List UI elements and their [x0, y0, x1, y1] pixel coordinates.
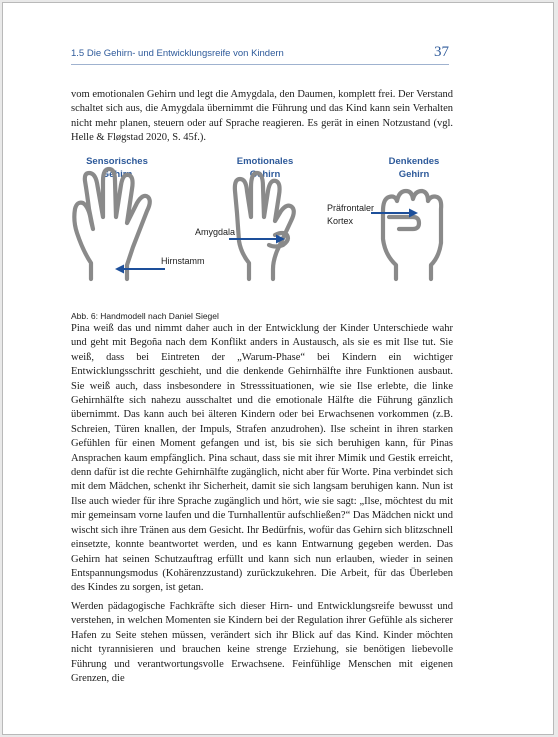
hand-model-figure: [69, 151, 459, 296]
label-amygdala: Amygdala: [195, 227, 236, 237]
title-thinking-line2: Gehirn: [398, 169, 430, 180]
title-thinking-line1: Denkendes: [388, 156, 440, 167]
page-number: 37: [434, 44, 449, 60]
fist-icon: [383, 191, 441, 279]
title-sensory-line1: Sensorisches: [86, 156, 148, 167]
section-title: 1.5 Die Gehirn- und Entwicklungsreife von Kindern: [71, 48, 284, 59]
paragraph-3: Werden pädagogische Fachkräfte sich dieser Hirn- und Entwicklungsreife bewusst und verstehen, in welchen Momenten sie Kindern bei der Regulation ihrer Gefühle als sicherer Hafen zu Seite stehen müssen, verändert sich ihr Blick auf das Kind. Kinder möchten nicht tyrannisieren und brauchen keine strenge Erziehung, sie benötigen liebevolle Führung und verantwortungsvolle Erwachsene. Feinfühlige Menschen mit eigenen Grenzen, die: [71, 601, 453, 685]
paragraph-2: Pina weiß das und nimmt daher auch in der Entwicklung der Kinder Unterschiede wahr und geht mit Begoña nach dem Konflikt anders in Austausch, als sie es mit Ilse tut. Sie weiß, dass bei Eintreten der „Warum-Phase“ bei Kindern ein wichtiger Entwicklungsschritt geschieht, und die denkende Gehirnhälfte ihre Funktionen ausbaut. Sie weiß auch, dass insbesondere in Stresssituationen, wie sie Ilse erlebte, die linke Gehirnhälfte sich nahezu ausschaltet und die emotionale Hälfte die Führung gänzlich übernimmt. Das kann auch bei älteren Kindern oder bei Erwachsenen vorkommen (z.B. Schreien, Türen knallen, der Impuls, Strafen anzudrohen). Ilse scheint in ihren starken Gefühlen für einen Moment gefangen und ist, bis sie sich beruhigen kann, für Pinas Ansprachen kaum empfänglich. Pina schaut, dass sie mit ihrer Mimik und Gestik erreicht, denn dafür ist die rechte Gehirnhälfte zugänglich, nicht aber für Worte. Pina verbindet sich mit dem Mädchen, schenkt ihr Sicherheit, damit sie sich langsam beruhigen kann. Nun ist Ilse auch wieder für ihre Sprache zugänglich und hört, wie sie sagt: „Ilse, möchtest du mit mir gemeinsam vorne laufen und die Turnhallentür aufschließen?“ Das Mädchen nickt und wischt sich ihre Tränen aus dem Gesicht. Ihr Bedürfnis, wofür das Gehirn sich blitzschnell einsetzte, konnte beantwortet werden, und es kann Entwarnung gegeben werden. Das Gehirn hat seinen Schutzauftrag erfüllt und kann sich nun erlauben, wieder in seinen Entspannungsmodus (Kohärenzzustand) zurückzukehren. Die Arbeit, für das Überleben des Kindes zu sorgen, ist getan.: [71, 323, 453, 594]
figure-caption: Abb. 6: Handmodell nach Daniel Siegel: [71, 311, 219, 321]
open-hand-icon: [74, 169, 149, 279]
paragraph-1: vom emotionalen Gehirn und legt die Amygdala, den Daumen, komplett frei. Der Verstand schaltet sich aus, die Amygdala übernimmt die Führung und das Kind kann sein Verhalten nicht mehr planen, steuern oder auf Sprache reagieren. Es gerät in einen Notzustand (vgl. Helle & Fløgstad 2020, S. 45f.).: [71, 89, 453, 144]
label-kortex-line2: Kortex: [327, 216, 354, 226]
title-emotional-line2: Gehirn: [249, 169, 281, 180]
label-kortex-line1: Präfrontaler: [327, 203, 375, 213]
running-header: [71, 43, 449, 65]
label-hirnstamm: Hirnstamm: [161, 256, 205, 266]
hirnstamm-arrow: [115, 265, 165, 274]
title-emotional-line1: Emotionales: [236, 156, 294, 167]
book-page: [2, 2, 554, 735]
title-sensory-line2: Gehirn: [101, 169, 133, 180]
thumb-folded-hand-icon: [235, 173, 294, 279]
